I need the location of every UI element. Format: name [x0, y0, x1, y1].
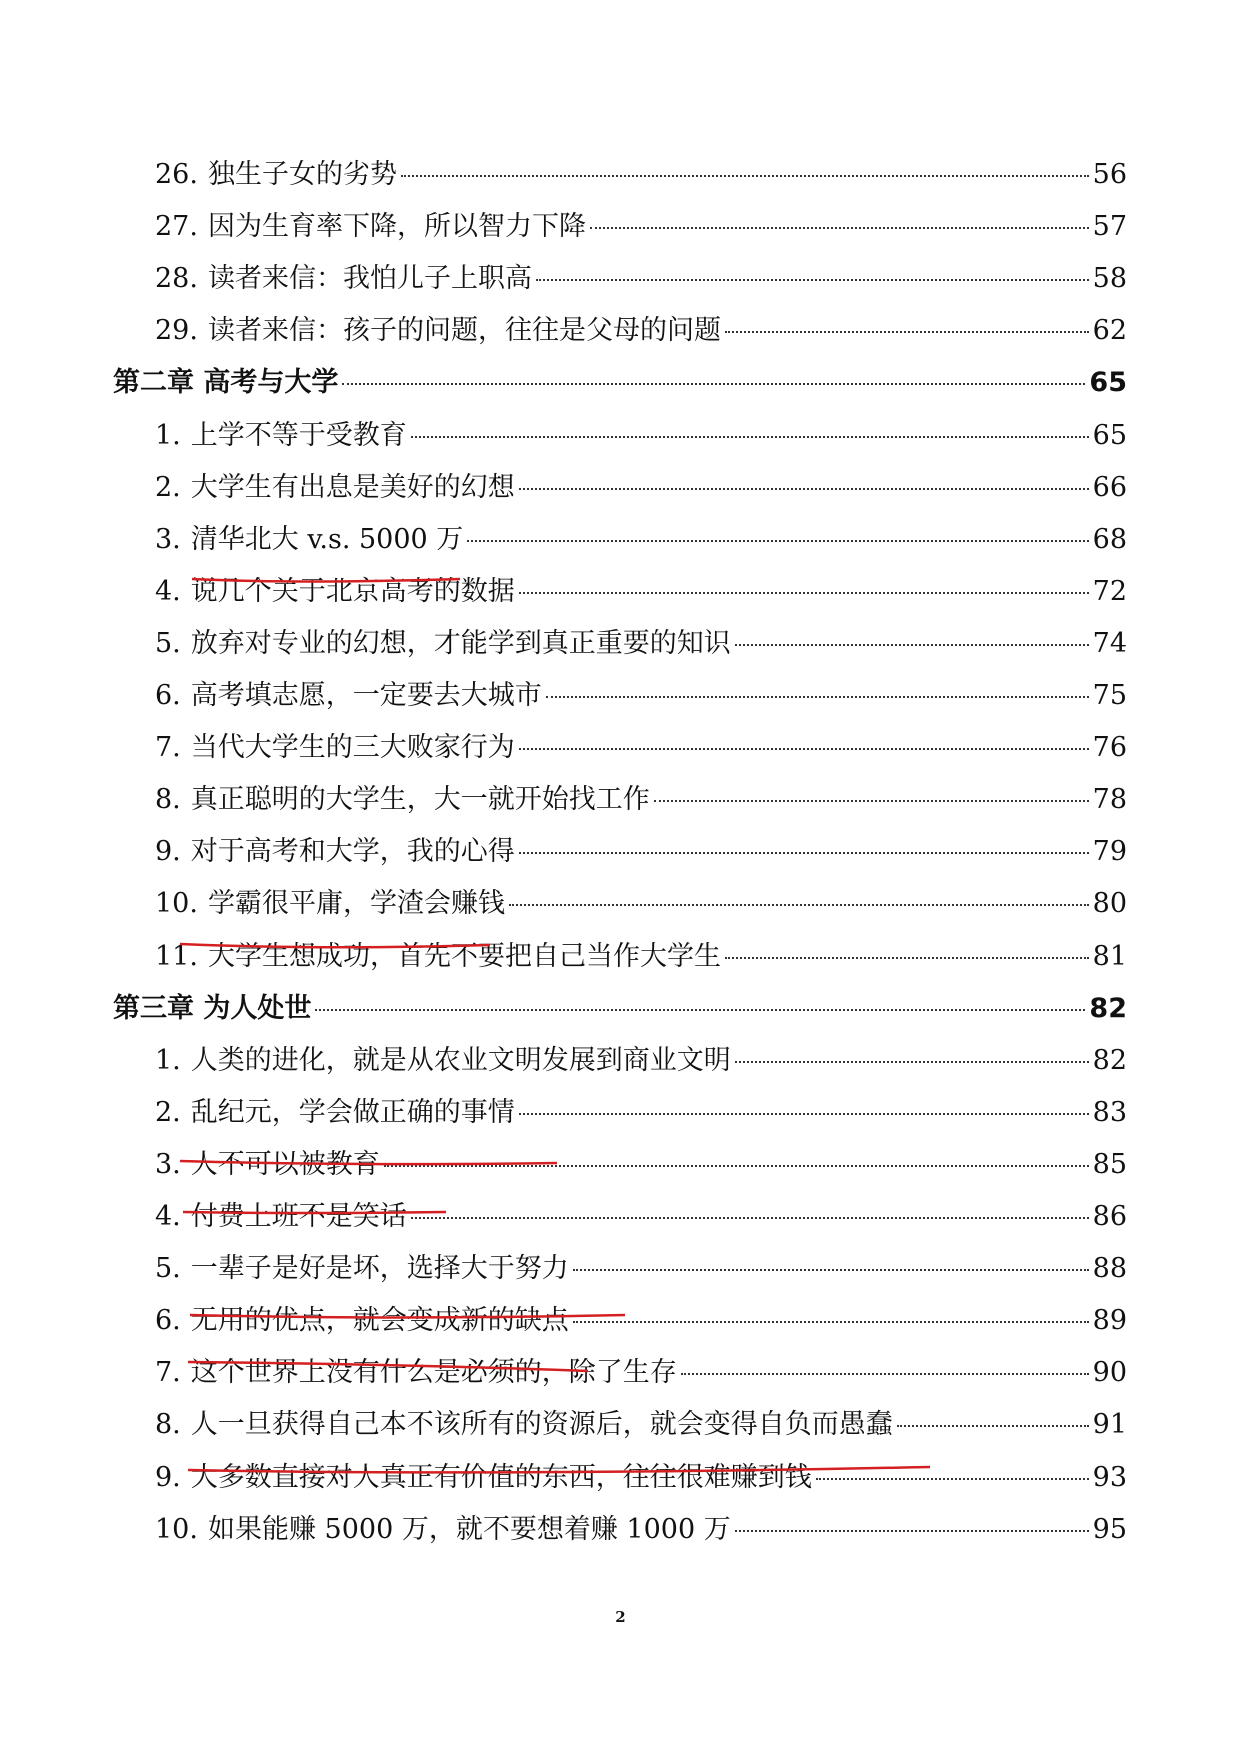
toc-chapter-heading [113, 363, 1127, 403]
toc-entry [155, 1458, 1127, 1498]
toc-entry-title: 读者来信：孩子的问题，往往是父母的问题 [207, 315, 721, 347]
toc-entry-number: 4. [155, 575, 181, 607]
dot-leader [897, 1425, 1089, 1427]
dot-leader [411, 1217, 1089, 1219]
dot-leader [519, 748, 1089, 750]
toc-page-number: 58 [1092, 263, 1127, 295]
toc-entry-number: 27. [155, 211, 198, 243]
toc-entry-number: 2. [155, 471, 181, 503]
toc-entry-title: 这个世界上没有什么是必须的，除了生存 [190, 1357, 677, 1389]
dot-leader [573, 1269, 1089, 1271]
toc-entry-title: 无用的优点，就会变成新的缺点 [190, 1305, 569, 1337]
toc-entry-title: 大学生想成功，首先不要把自己当作大学生 [207, 940, 721, 972]
dot-leader [546, 696, 1089, 698]
toc-page-number: 72 [1092, 575, 1127, 607]
toc-page-number: 65 [1092, 419, 1127, 451]
toc-entry-number: 4. [155, 1201, 181, 1232]
toc-entry [155, 520, 1127, 560]
dot-leader [315, 1009, 1085, 1011]
toc-entry [155, 1197, 1127, 1237]
toc-entry-title: 付费上班不是笑话 [190, 1201, 407, 1232]
toc-page-number: 91 [1092, 1409, 1127, 1441]
toc-page-number: 79 [1092, 836, 1127, 868]
dot-leader [509, 904, 1089, 906]
toc-entry-title: 因为生育率下降，所以智力下降 [207, 211, 586, 243]
toc-entry [155, 1093, 1127, 1133]
toc-entry-title: 上学不等于受教育 [190, 419, 407, 451]
toc-entry-number: 7. [155, 732, 181, 764]
toc-page-number: 93 [1092, 1461, 1127, 1493]
dot-leader [467, 540, 1088, 542]
dot-leader [725, 331, 1089, 333]
toc-entry-title: 独生子女的劣势 [207, 159, 397, 190]
toc-page-number: 76 [1092, 732, 1127, 764]
toc-entry [155, 1405, 1127, 1445]
toc-entry-number: 9. [155, 1461, 181, 1493]
toc-page-number: 81 [1092, 940, 1127, 972]
toc-entry-number: 8. [155, 784, 181, 816]
toc-page-number: 86 [1092, 1201, 1127, 1232]
dot-leader [573, 1321, 1089, 1323]
toc-page-number: 57 [1092, 211, 1127, 243]
toc-entry-title: 人不可以被教育 [190, 1148, 380, 1180]
dot-leader [735, 644, 1089, 646]
toc-entry-number: 10. [155, 888, 198, 920]
toc-entry-number: 6. [155, 1305, 181, 1337]
toc-entry-number: 9. [155, 836, 181, 868]
toc-entry [155, 1510, 1127, 1550]
toc-entry-title: 读者来信：我怕儿子上职高 [207, 263, 532, 295]
toc-page-number: 88 [1092, 1253, 1127, 1285]
toc-page-number: 95 [1092, 1513, 1127, 1545]
dot-leader [519, 852, 1089, 854]
toc-page-number: 75 [1092, 680, 1127, 711]
toc-entry-number: 1. [155, 419, 181, 451]
toc-page-number: 66 [1092, 471, 1127, 503]
toc-entry [155, 1145, 1127, 1185]
dot-leader [735, 1061, 1089, 1063]
toc-entry [155, 1301, 1127, 1341]
toc-entry [155, 259, 1127, 299]
toc-entry-number: 3. [155, 523, 181, 555]
toc-entry [155, 207, 1127, 247]
toc-page-number: 78 [1092, 784, 1127, 816]
dot-leader [519, 488, 1089, 490]
toc-page-number: 80 [1092, 888, 1127, 920]
toc-page-number: 74 [1092, 627, 1127, 659]
dot-leader [519, 1113, 1089, 1115]
dot-leader [654, 800, 1089, 802]
toc-entry-title: 一辈子是好是坏，选择大于努力 [190, 1253, 569, 1285]
toc-entry-number: 5. [155, 627, 181, 659]
dot-leader [384, 1165, 1089, 1167]
toc-entry-title: 人一旦获得自己本不该所有的资源后，就会变得自负而愚蠢 [190, 1409, 893, 1441]
toc-entry-title: 当代大学生的三大败家行为 [190, 732, 515, 764]
toc-entry-number: 7. [155, 1357, 181, 1389]
toc-entry-number: 3. [155, 1148, 181, 1180]
dot-leader [401, 175, 1089, 177]
dot-leader [590, 227, 1089, 229]
toc-entry-number: 26. [155, 159, 198, 190]
toc-entry [155, 572, 1127, 612]
chapter-title: 第二章 高考与大学 [113, 367, 339, 399]
toc-entry [155, 1249, 1127, 1289]
toc-entry-number: 6. [155, 680, 181, 711]
toc-entry [155, 676, 1127, 716]
toc-entry [155, 1041, 1127, 1081]
toc-page-number: 56 [1092, 159, 1127, 190]
toc-page-number: 82 [1089, 992, 1127, 1024]
toc-entry [155, 155, 1127, 195]
toc-entry-number: 8. [155, 1409, 181, 1441]
toc-chapter-heading [113, 989, 1127, 1029]
toc-entry-number: 2. [155, 1096, 181, 1128]
toc-entry-title: 学霸很平庸，学渣会赚钱 [207, 888, 505, 920]
dot-leader [681, 1373, 1089, 1375]
chapter-title: 第三章 为人处世 [113, 992, 312, 1024]
dot-leader [816, 1478, 1089, 1480]
toc-entry [155, 937, 1127, 977]
dot-leader [536, 279, 1089, 281]
toc-page-number: 65 [1089, 367, 1127, 399]
toc-entry [155, 884, 1127, 924]
toc-entry-title: 清华北大 v.s. 5000 万 [190, 523, 464, 555]
toc-entry-number: 1. [155, 1044, 181, 1076]
toc-entry-number: 10. [155, 1513, 198, 1545]
page-number: 2 [615, 1608, 626, 1626]
dot-leader [519, 592, 1089, 594]
toc-entry-title: 大多数直接对人真正有价值的东西，往往很难赚到钱 [190, 1461, 812, 1493]
toc-entry [155, 624, 1127, 664]
toc-entry [155, 832, 1127, 872]
toc-entry-title: 说几个关于北京高考的数据 [190, 575, 515, 607]
toc-entry-number: 5. [155, 1253, 181, 1285]
toc-page-number: 68 [1092, 523, 1127, 555]
toc-page-number: 85 [1092, 1148, 1127, 1180]
toc-entry-title: 大学生有出息是美好的幻想 [190, 471, 515, 503]
toc-entry [155, 416, 1127, 456]
toc-entry-title: 放弃对专业的幻想，才能学到真正重要的知识 [190, 627, 731, 659]
toc-page-number: 90 [1092, 1357, 1127, 1389]
toc-entry-number: 29. [155, 315, 198, 347]
dot-leader [342, 383, 1085, 385]
dot-leader [725, 957, 1089, 959]
toc-entry-title: 真正聪明的大学生，大一就开始找工作 [190, 784, 650, 816]
toc-entry [155, 311, 1127, 351]
toc-page-number: 89 [1092, 1305, 1127, 1337]
toc-entry-number: 11. [155, 940, 198, 972]
toc-entry-title: 高考填志愿，一定要去大城市 [190, 680, 542, 711]
toc-entry [155, 1353, 1127, 1393]
toc-page-number: 83 [1092, 1096, 1127, 1128]
toc-entry-title: 乱纪元，学会做正确的事情 [190, 1096, 515, 1128]
toc-page-number: 82 [1092, 1044, 1127, 1076]
dot-leader [735, 1530, 1089, 1532]
toc-page-number: 62 [1092, 315, 1127, 347]
toc-entry-title: 如果能赚 5000 万，就不要想着赚 1000 万 [207, 1513, 731, 1545]
toc-entry-title: 人类的进化，就是从农业文明发展到商业文明 [190, 1044, 731, 1076]
toc-entry-number: 28. [155, 263, 198, 295]
toc-entry [155, 468, 1127, 508]
toc-entry-title: 对于高考和大学，我的心得 [190, 836, 515, 868]
toc-entry [155, 728, 1127, 768]
dot-leader [411, 436, 1089, 438]
toc-entry [155, 780, 1127, 820]
